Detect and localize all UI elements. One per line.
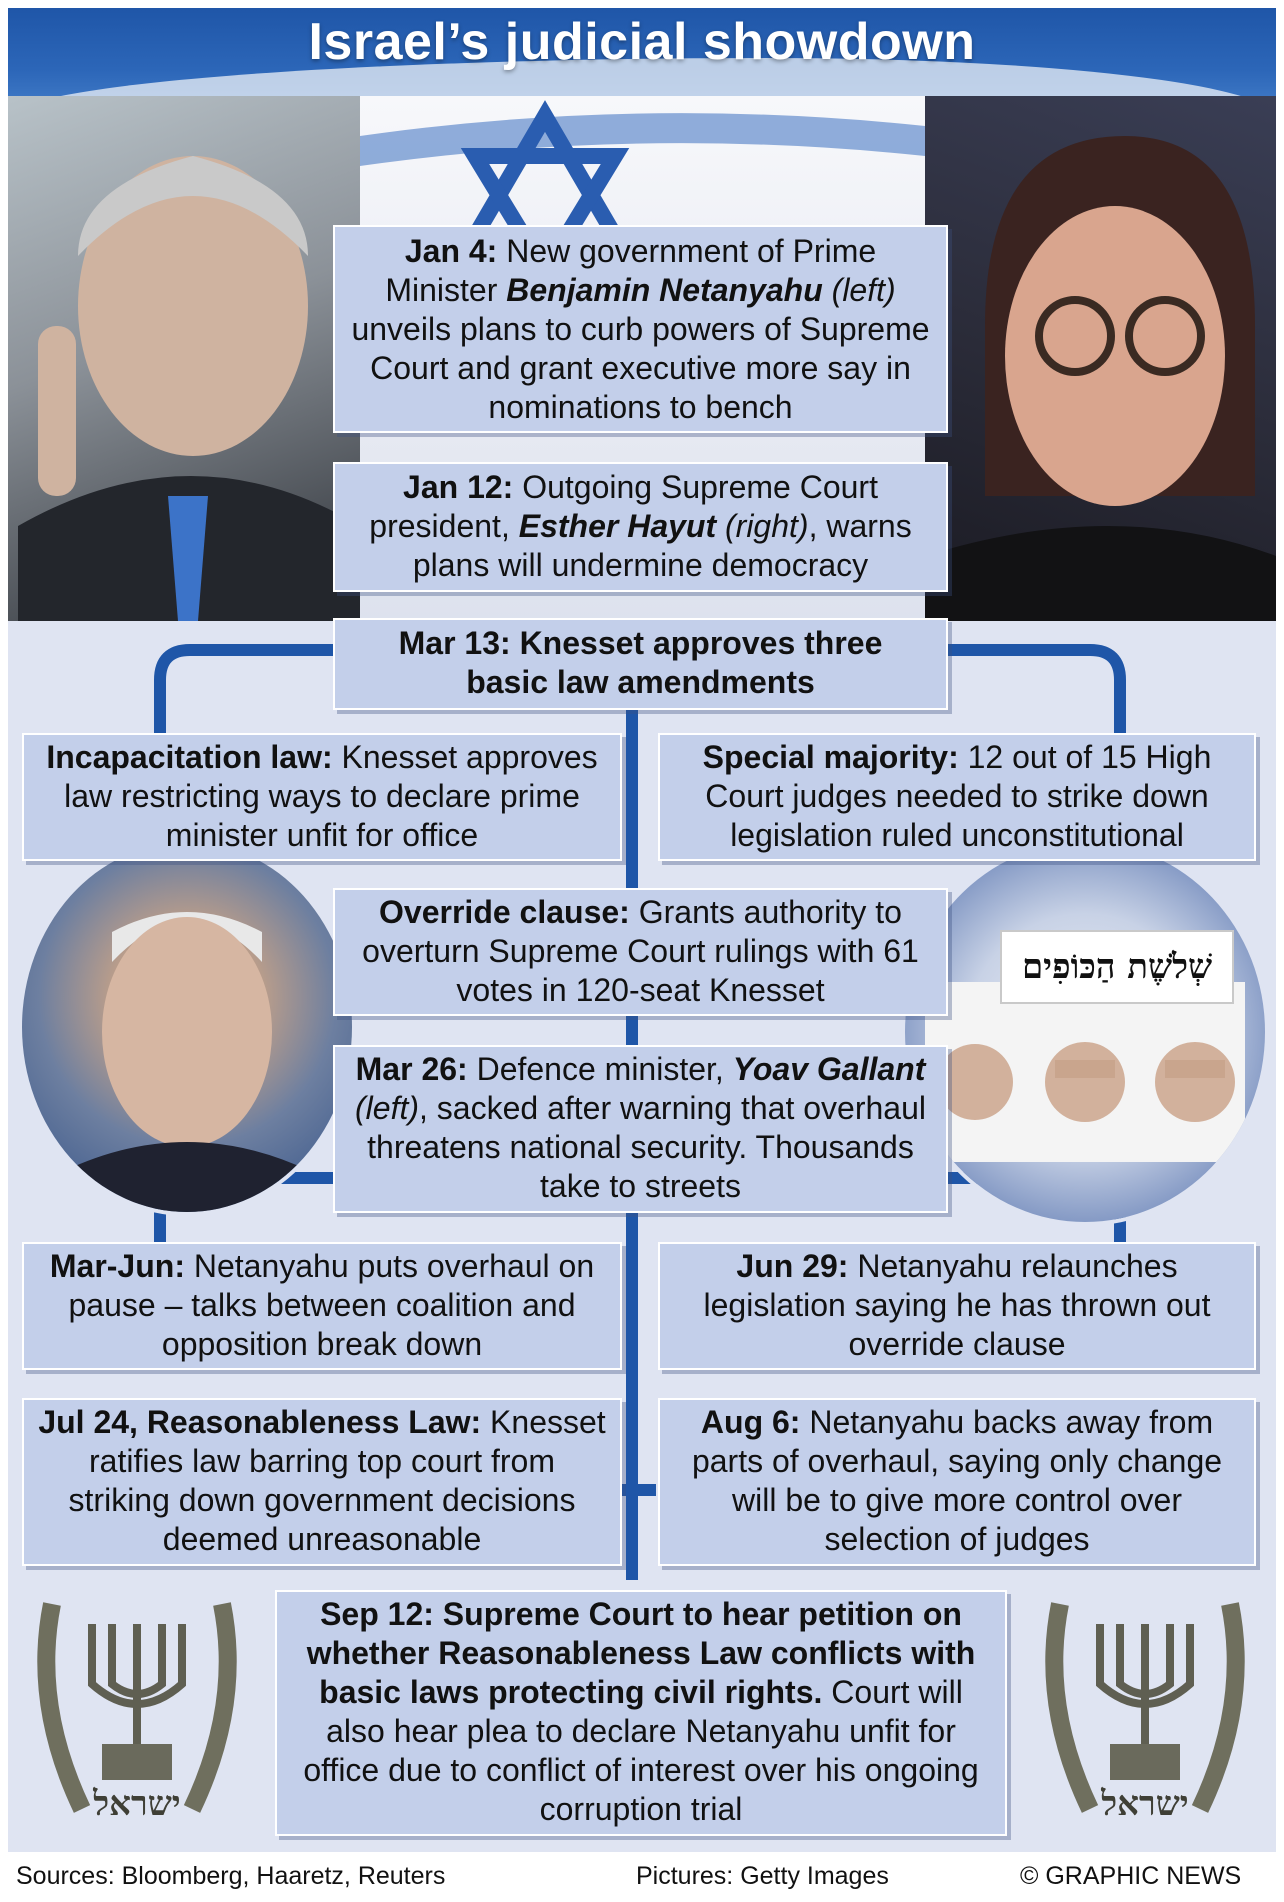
emblem-right-text: ישראל <box>1101 1784 1189 1824</box>
sources-credit: Sources: Bloomberg, Haaretz, Reuters <box>16 1862 446 1890</box>
event-special-majority: Special majority: 12 out of 15 High Court judges needed to strike down legislation ruled unconstitutional <box>658 733 1256 861</box>
footer <box>0 1852 1284 1902</box>
event-sep-12: Sep 12: Supreme Court to hear petition on whether Reasonableness Law conflicts with basic laws protecting civil rights. Court will also hear plea to declare Netanyahu unfit for office due to conflict of interest over his ongoing corruption trial <box>275 1590 1007 1836</box>
event-jul-24: Jul 24, Reasonableness Law: Knesset ratifies law barring top court from striking down government decisions deemed unreasonable <box>22 1398 622 1566</box>
event-incapacitation-law: Incapacitation law: Knesset approves law restricting ways to declare prime minister unfit for office <box>22 733 622 861</box>
publisher-credit: © GRAPHIC NEWS <box>1020 1862 1242 1890</box>
page-title: Israel’s judicial showdown <box>308 13 976 71</box>
event-jun-29: Jun 29: Netanyahu relaunches legislation saying he has thrown out override clause <box>658 1242 1256 1370</box>
protest-sign: שְׁלֹשֶׁת הַכּוֹפִים <box>1000 930 1234 1004</box>
event-jan-12: Jan 12: Outgoing Supreme Court president, Esther Hayut (right), warns plans will undermine democracy <box>333 462 948 592</box>
emblem-left-menorah-icon <box>22 1594 252 1829</box>
gallant-photo <box>22 842 352 1212</box>
event-override-clause: Override clause: Grants authority to overturn Supreme Court rulings with 61 votes in 120-seat Knesset <box>333 888 948 1016</box>
netanyahu-photo <box>8 96 360 621</box>
event-jan-4: Jan 4: New government of Prime Minister Benjamin Netanyahu (left) unveils plans to curb powers of Supreme Court and grant executive more say in nominations to bench <box>333 225 948 433</box>
event-mar-13: Mar 13: Knesset approves three basic law amendments <box>333 618 948 710</box>
protest-photo <box>905 842 1265 1222</box>
event-aug-6: Aug 6: Netanyahu backs away from parts of overhaul, saying only change will be to give more control over selection of judges <box>658 1398 1256 1566</box>
emblem-left-text: ישראל <box>93 1784 181 1824</box>
event-mar-26: Mar 26: Defence minister, Yoav Gallant (left), sacked after warning that overhaul threatens national security. Thousands take to streets <box>333 1045 948 1213</box>
emblem-right-menorah-icon <box>1030 1594 1260 1829</box>
pictures-credit: Pictures: Getty Images <box>636 1862 889 1890</box>
hayut-photo <box>925 96 1276 621</box>
event-mar-jun: Mar-Jun: Netanyahu puts overhaul on pause – talks between coalition and opposition break down <box>22 1242 622 1370</box>
